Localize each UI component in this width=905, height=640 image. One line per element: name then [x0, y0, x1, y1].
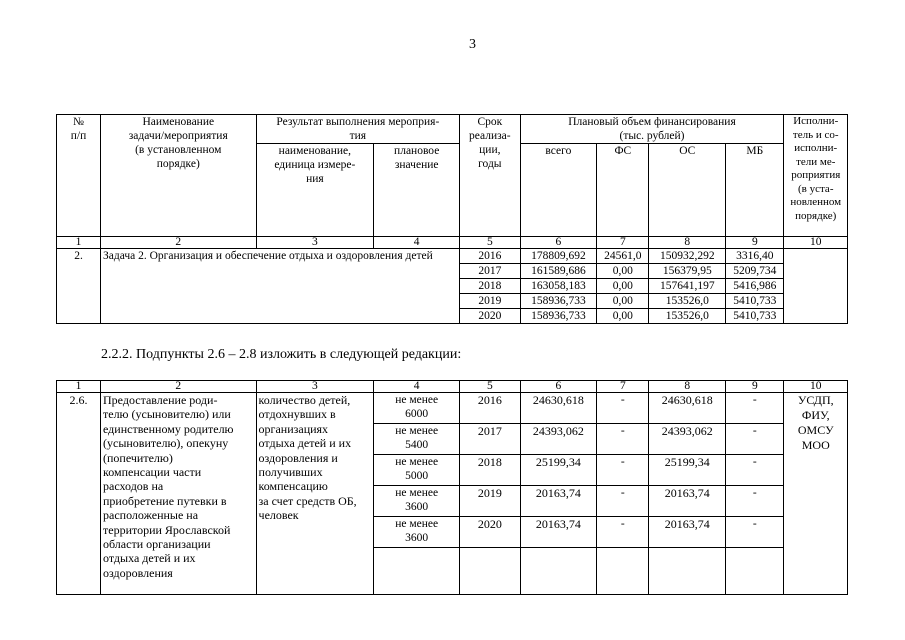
header-fs: ФС: [597, 144, 649, 237]
header-row-1: [57, 115, 848, 144]
column-number-row: [57, 381, 848, 393]
col-num: 3: [256, 237, 374, 249]
header-result-name: наименование, единица измере- ния: [256, 144, 374, 237]
header-funding: Плановый объем финансирования (тыс. рублей): [520, 115, 784, 144]
page-number: 3: [469, 37, 476, 52]
fs-cell: 24561,0: [597, 249, 649, 264]
total-cell: 24630,618: [520, 393, 597, 424]
os-cell: 25199,34: [649, 455, 726, 486]
total-cell: 158936,733: [520, 294, 597, 309]
year-cell: 2018: [460, 455, 520, 486]
col-num: 8: [649, 381, 726, 393]
col-num: 4: [374, 237, 460, 249]
col-num: 7: [597, 381, 649, 393]
fs-cell: -: [597, 455, 649, 486]
header-mb: МБ: [726, 144, 784, 237]
col-num: 5: [460, 237, 520, 249]
funding-table-top: [56, 114, 848, 324]
empty-cell: [649, 548, 726, 595]
task-title: Задача 2. Организация и обеспечение отдыха и оздоровления детей: [101, 249, 460, 324]
item-executor: УСДП, ФИУ, ОМСУ МОО: [784, 393, 848, 595]
col-num: 2: [101, 381, 257, 393]
header-total: всего: [520, 144, 597, 237]
fs-cell: 0,00: [597, 309, 649, 324]
mb-cell: -: [726, 393, 784, 424]
os-cell: 150932,292: [649, 249, 726, 264]
total-cell: 20163,74: [520, 486, 597, 517]
col-num: 9: [726, 237, 784, 249]
column-number-row: [57, 237, 848, 249]
header-result: Результат выполнения мероприя- тия: [256, 115, 460, 144]
header-os: ОС: [649, 144, 726, 237]
year-cell: 2016: [460, 249, 520, 264]
header-result-value: плановое значение: [374, 144, 460, 237]
planned-value-cell: не менее 5400: [374, 424, 460, 455]
year-cell: 2017: [460, 424, 520, 455]
os-cell: 24630,618: [649, 393, 726, 424]
year-cell: 2016: [460, 393, 520, 424]
empty-cell: [597, 548, 649, 595]
empty-cell: [374, 548, 460, 595]
col-num: 9: [726, 381, 784, 393]
mb-cell: -: [726, 424, 784, 455]
empty-cell: [520, 548, 597, 595]
planned-value-cell: не менее 5000: [374, 455, 460, 486]
os-cell: 157641,197: [649, 279, 726, 294]
year-cell: 2020: [460, 517, 520, 548]
total-cell: 158936,733: [520, 309, 597, 324]
total-cell: 163058,183: [520, 279, 597, 294]
item-num: 2.6.: [57, 393, 101, 595]
header-num: № п/п: [57, 115, 101, 237]
year-cell: 2017: [460, 264, 520, 279]
os-cell: 156379,95: [649, 264, 726, 279]
total-cell: 161589,686: [520, 264, 597, 279]
task-num: 2.: [57, 249, 101, 324]
col-num: 4: [374, 381, 460, 393]
empty-cell: [460, 548, 520, 595]
col-num: 6: [520, 381, 597, 393]
fs-cell: -: [597, 486, 649, 517]
mb-cell: 5410,733: [726, 309, 784, 324]
col-num: 3: [256, 381, 374, 393]
item-name: Предоставление роди- телю (усыновителю) или единственному родителю (усыновителю), опекуну (попечителю) компенсации части расходов на приобретение путевки в расположенные на территории Ярославской области организации отдыха детей и их оздоровления: [101, 393, 257, 595]
table-row: [57, 249, 848, 264]
planned-value-cell: не менее 3600: [374, 486, 460, 517]
total-cell: 20163,74: [520, 517, 597, 548]
fs-cell: -: [597, 517, 649, 548]
funding-table-bottom: [56, 380, 848, 595]
year-cell: 2019: [460, 294, 520, 309]
os-cell: 153526,0: [649, 294, 726, 309]
os-cell: 24393,062: [649, 424, 726, 455]
col-num: 2: [101, 237, 257, 249]
mb-cell: -: [726, 517, 784, 548]
table-row: [57, 393, 848, 424]
fs-cell: -: [597, 393, 649, 424]
col-num: 1: [57, 237, 101, 249]
total-cell: 24393,062: [520, 424, 597, 455]
os-cell: 20163,74: [649, 486, 726, 517]
header-executor: Исполни- тель и со- исполни- тели ме- роприятия (в уста- новленном порядке): [784, 115, 848, 237]
year-cell: 2020: [460, 309, 520, 324]
total-cell: 25199,34: [520, 455, 597, 486]
fs-cell: 0,00: [597, 264, 649, 279]
col-num: 6: [520, 237, 597, 249]
instruction-text: 2.2.2. Подпункты 2.6 – 2.8 изложить в следующей редакции:: [101, 347, 462, 362]
mb-cell: -: [726, 455, 784, 486]
mb-cell: -: [726, 486, 784, 517]
col-num: 5: [460, 381, 520, 393]
total-cell: 178809,692: [520, 249, 597, 264]
header-task-name: Наименование задачи/мероприятия (в установленном порядке): [101, 115, 257, 237]
col-num: 7: [597, 237, 649, 249]
empty-cell: [726, 548, 784, 595]
executor-cell: [784, 249, 848, 324]
os-cell: 153526,0: [649, 309, 726, 324]
col-num: 1: [57, 381, 101, 393]
col-num: 10: [784, 237, 848, 249]
col-num: 8: [649, 237, 726, 249]
header-term: Срок реализа- ции, годы: [460, 115, 520, 237]
mb-cell: 3316,40: [726, 249, 784, 264]
planned-value-cell: не менее 3600: [374, 517, 460, 548]
planned-value-cell: не менее 6000: [374, 393, 460, 424]
year-cell: 2019: [460, 486, 520, 517]
item-result-name: количество детей, отдохнувших в организациях отдыха детей и их оздоровления и получивших компенсацию за счет средств ОБ, человек: [256, 393, 374, 595]
fs-cell: 0,00: [597, 294, 649, 309]
fs-cell: -: [597, 424, 649, 455]
mb-cell: 5209,734: [726, 264, 784, 279]
mb-cell: 5416,986: [726, 279, 784, 294]
year-cell: 2018: [460, 279, 520, 294]
os-cell: 20163,74: [649, 517, 726, 548]
mb-cell: 5410,733: [726, 294, 784, 309]
fs-cell: 0,00: [597, 279, 649, 294]
col-num: 10: [784, 381, 848, 393]
